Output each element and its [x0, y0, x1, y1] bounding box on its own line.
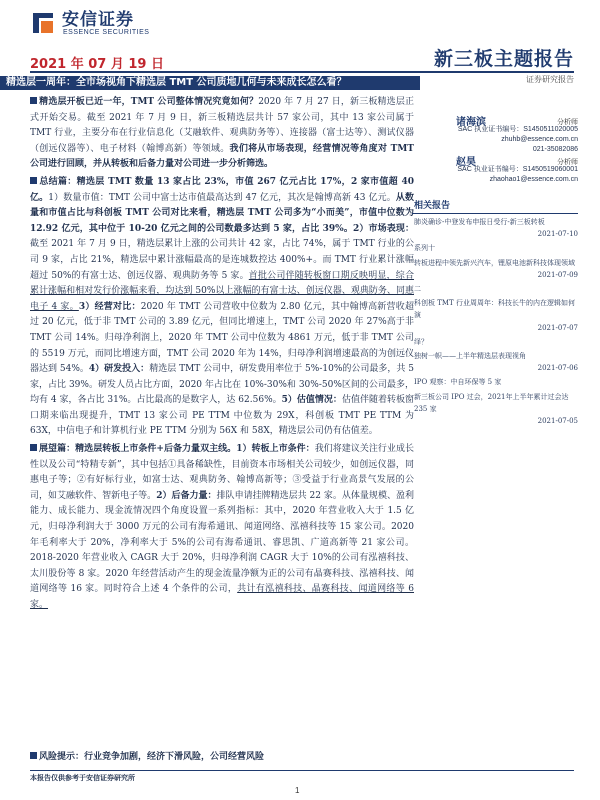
- report-date: 2021 年 07 月 19 日: [30, 57, 164, 72]
- report-type-title: 新三板主题报告: [433, 48, 574, 70]
- reserve-heading: 2）后备力量：: [156, 490, 217, 501]
- report-headline: 精选层一周年：全市场视角下精选层 TMT 公司质地几何与未来成长怎么看？: [0, 76, 420, 90]
- operations-text: 2020 年 TMT 公司营收中位数为 2.80 亿元，其中翰博高新营收超过 20 亿元，低于非 TMT 公司的 3.89 亿元，但同比增速上，TMT 公司 2020 年 27%高于非 TMT 公司 14%。归母净利润上，2020 年 TMT 公司中位数为 4861 万元，低于非 TMT 公司的 5519 万元，而同比增速方面，TMT 公司 2020 年为 14%，归母净利润增速最高的为创远仪器达到 54%。: [30, 301, 414, 375]
- operations-heading: 3）经营对比：: [78, 301, 141, 312]
- related-report-item[interactable]: [412, 242, 578, 254]
- market-perf-text: 截至 2021 年 7 月 9 日，精选层累计上涨的公司共计 42 家，占比 74%，属于 TMT 行业的公司 9 家，占比 21%，精选层中累计涨幅最高的是连城数控达 400%+。而 TMT 行业累计涨幅超过 50%的有富士达、创远仪器、观典防务等 5 家。: [30, 239, 414, 281]
- related-report-title: 独树一帜——上半年精选层表现视角: [414, 352, 526, 361]
- essence-logo-icon: [30, 10, 56, 36]
- related-reports-list: [412, 216, 578, 427]
- transfer-conditions-heading: 1）转板上市条件：: [236, 444, 315, 455]
- analyst-email[interactable]: zhuhb@essence.com.cn: [501, 136, 578, 143]
- related-report-item[interactable]: [412, 391, 578, 428]
- paragraph-overview: [30, 95, 414, 173]
- analyst-role: 分析师: [557, 119, 578, 126]
- risk-warning: [30, 750, 414, 764]
- bullet-square-icon: [30, 177, 37, 184]
- related-report-date: 2021-07-10: [537, 230, 578, 239]
- overview-text: 2020 年 7 月 27 日，新三板精选层正式开始交易。截至 2021 年 7 月 9 日，新三板精选层共计 57 家公司，其中 13 家公司属于 TMT 行业，主要分布在行业信息化（艾融软件、观典防务等）、连接器（富士达等）、测试仪器（创远仪器等）、电子材料（翰博高新）等领域。: [30, 97, 415, 154]
- brand-name-en: ESSENCE SECURITIES: [63, 28, 150, 36]
- analyst-role: 分析师: [557, 159, 578, 166]
- market-perf-underlined: 首批公司伴随转板窗口期反映明显，综合累计涨幅和相对发行价涨幅来看，均达到 50%以上涨幅的有富士达、创远仪器、观典防务、同惠电子 4 家。: [30, 270, 414, 312]
- related-report-title: 肺炎确诊-中登发布申报日受行-新三板转板: [414, 218, 545, 226]
- related-report-item[interactable]: [412, 376, 578, 388]
- report-subtype: 证券研究报告: [526, 75, 574, 84]
- bullet-square-icon: [30, 444, 37, 451]
- paragraph-summary: [30, 175, 414, 440]
- related-report-date: 2021-07-06: [537, 364, 578, 373]
- related-report-item[interactable]: [412, 297, 578, 334]
- reserve-text: 排队申请挂牌精选层共 22 家。从体量规模、盈利能力、成长能力、现金流情况四个角度设置一系列指标：其中，2020 年营业收入大于 1.5 亿元，归母净利润大于 3000 万元的公司有海希通讯、闻道网络、泓禧科技等 15 家公司。2020 年毛利率大于 20%，净利率大于 5%的公司有海希通讯、睿思凯、广道高新等 21 家公司。2018-2020 年营业收入 CAGR 大于 20%，归母净利润 CAGR 大于 10%的公司有泓禧科技、太川股份等 8 家。2020 年经营活动产生的现金流量净额为正的公司有晶赛科技、泓禧科技、闻道网络等 16 家。同时符合上述 4 个条件的公司，: [30, 490, 414, 595]
- summary-quantity-bold: 从数量和市值占比与科创板 TMT 公司对比来看，精选层 TMT 公司多为“小而美”，市值中位数为 12.92 亿元，其中位于 10-20 亿元之间的公司数最多达到 5 家，占比 39%。: [30, 192, 414, 234]
- brand-name-cn: 安信证券: [62, 9, 134, 30]
- bullet-square-icon: [30, 752, 37, 759]
- summary-quantity-text: 1）数量市值：TMT 公司中富士达市值最高达到 47 亿元，其次是翰博高新 43 亿元。: [48, 192, 396, 203]
- rnd-text: 精选层 TMT 公司中，研发费用率位于 5%-10%的公司最多，共 5 家，占比 39%。研发人员占比方面，2020 年占比在 10%-30%和 30%-50%区间的公司最多，均有 4 家，各占比 31%。占比最高的是数字人，达 62.56%。: [30, 364, 414, 406]
- related-report-item[interactable]: [412, 350, 578, 374]
- paragraph-outlook: [30, 442, 414, 614]
- summary-heading: 总结篇：精选层 TMT 数量 13 家占比 23%，市值 267 亿元占比 17%，2 家市值超 40 亿。: [30, 176, 414, 203]
- related-report-item[interactable]: [412, 216, 578, 240]
- brand-logo: [30, 10, 149, 36]
- transfer-conditions-text: 我们将建议关注行业成长性以及公司“特精专新”，其中包括①具备稀缺性，目前资本市场相关公司较少，如创远仪器，同惠电子等；②有好标行业，如富士达、观典防务、翰博高新等；③受益于行业高景气发展的公司，如艾融软件、智新电子等。: [30, 444, 414, 501]
- market-perf-heading: 2）市场表现：: [352, 223, 414, 234]
- analyst-card: [436, 113, 578, 155]
- related-report-item[interactable]: [412, 336, 578, 348]
- page-number: 1: [295, 786, 300, 795]
- related-report-title: IPO 观察：中自环保等 5 家: [414, 378, 502, 387]
- related-report-item[interactable]: [412, 257, 578, 281]
- related-report-title: 二: [414, 285, 421, 294]
- related-report-date: 2021-07-09: [537, 270, 578, 279]
- main-body: [30, 95, 414, 616]
- analyst-email[interactable]: zhaohao1@essence.com.cn: [489, 176, 578, 183]
- valuation-heading: 5）估值情况：: [281, 395, 342, 406]
- analyst-name: 诸海滨: [456, 117, 486, 128]
- analyst-sac: SAC 执业证书编号：S1450519060001: [457, 166, 578, 173]
- related-report-title: 科创板 TMT 行业周周年：科技长牛的内在逻辑如何演: [414, 299, 575, 320]
- analyst-card: [436, 153, 578, 185]
- related-report-date: 2021-07-07: [537, 323, 578, 332]
- related-report-title: 转板进程中领先新兴汽车，锂原电池新科技体现领域: [414, 258, 575, 267]
- reserve-underlined: 共计有泓禧科技、晶赛科技、闻道网络等 6 家。: [30, 584, 414, 610]
- header-divider: [30, 71, 574, 73]
- related-reports-title: 相关报告: [412, 198, 578, 214]
- related-report-item[interactable]: [412, 283, 578, 295]
- overview-heading: 精选层开板已近一年，TMT 公司整体情况究竟如何？: [39, 97, 259, 107]
- related-reports: [412, 198, 578, 427]
- rnd-heading: 4）研发投入：: [88, 364, 150, 375]
- related-report-date: 2021-07-05: [537, 417, 578, 426]
- footer-divider: [30, 770, 574, 771]
- analyst-phone: 021-35082086: [532, 146, 578, 153]
- related-report-title: 新三板公司 IPO 过会，2021年上半年累计过会达 235 家: [414, 392, 569, 413]
- valuation-text: 估值伴随着转板窗口期来临出现提升，TMT 13 家公司 PE TTM 中位数为 29X，科创板 TMT PE TTM 为 63X，中信电子和计算机行业 PE TTM 分别为 56X 和 58X，精选层公司仍有估值差。: [30, 395, 414, 437]
- footer-disclaimer: 本报告仅供参考于安信证券研究所: [30, 773, 135, 782]
- related-report-title: 绎？: [414, 337, 428, 346]
- analyst-name: 赵昊: [456, 157, 476, 168]
- risk-text: 风险提示：行业竞争加剧，经济下滑风险，公司经营风险: [39, 752, 265, 762]
- bullet-square-icon: [30, 97, 37, 104]
- overview-bold-text: 我们将从市场表现，经营情况等角度对 TMT 公司进行回顾，并从转板和后备力量对公司进一步分析筛选。: [30, 143, 414, 170]
- related-report-title: 系列十: [414, 244, 435, 253]
- outlook-heading: 展望篇：精选层转板上市条件+后备力量双主线。: [39, 444, 237, 455]
- analyst-sac: SAC 执业证书编号：S1450511020005: [457, 126, 578, 133]
